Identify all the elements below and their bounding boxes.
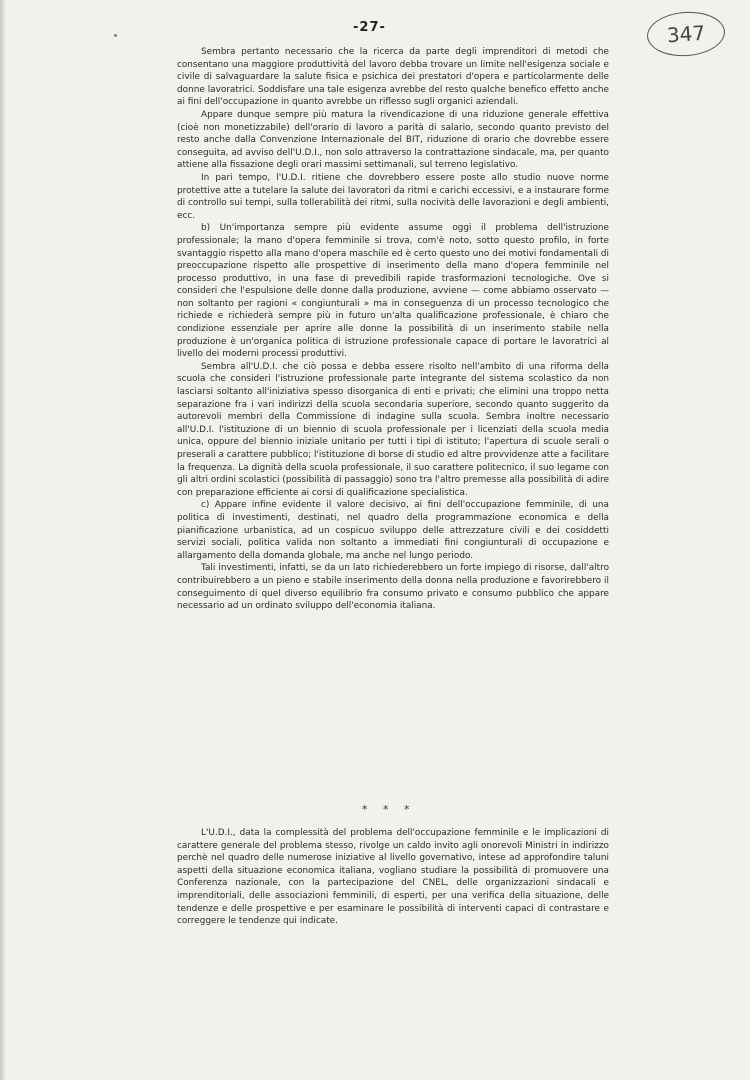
speck (114, 34, 117, 37)
section-separator: * * * (362, 803, 416, 816)
paragraph-5: Sembra all'U.D.I. che ciò possa e debba essere risolto nell'ambito di una riforma della scuola che consideri l'istruzione professionale parte integrante del sistema scolastico da non lasciarsi soltanto all'iniziativa spesso disorganica di enti e privati; che elimini una troppo netta separazione fra i vari indirizzi della scuola secondaria superiore, secondo quanto suggerito da autorevoli membri della Commissione di indagine sulla scuola. Sembra inoltre necessario all'U.D.I. l'istituzione di un biennio di scuola professionale per i licenziati della scuola media unica, oppure del biennio iniziale unitario per tutti i tipi di istituto; l'apertura di scuole serali o preserali a carattere pubblico; l'istituzione di borse di studio ed altre provvidenze atte a facilitare la frequenza. La dignità della scuola professionale, il suo carattere politecnico, il suo legame con gli altri ordini scolastici (possibilità di passaggio) sono tra l'altro premesse alla possibilità di adire con preparazione efficiente ai corsi di qualificazione specialistica. (177, 361, 609, 498)
paragraph-7: Tali investimenti, infatti, se da un lato richiederebbero un forte impiego di risorse, dall'altro contribuirebbero a un pieno e stabile inserimento della donna nella produzione e favorirebbero il conseguimento di quel diverso equilibrio fra consumo privato e consumo pubblico che appare necessario ad un ordinato sviluppo dell'economia italiana. (177, 563, 609, 612)
archive-number-stamp: 347 (646, 9, 727, 58)
paragraph-c: c) Appare infine evidente il valore decisivo, ai fini dell'occupazione femminile, di una politica di investimenti, destinati, nel quadro della programmazione economica e della pianificazione urbanistica, ad un cospicuo sviluppo delle attrezzature civili e dei cosiddetti servizi sociali, politica valida non soltanto a immediati fini congiunturali di occupazione e allargamento della domanda globale, ma anche nel lungo periodo. (177, 500, 609, 561)
paragraph-3: In pari tempo, l'U.D.I. ritiene che dovrebbero essere poste allo studio nuove norme protettive atte a tutelare la salute dei lavoratori da ritmi e carichi eccessivi, e a instaurare forme di controllo sui tempi, sulla tollerabilità dei ritmi, sulla nocività delle lavorazioni e degli ambienti, ecc. (177, 172, 609, 221)
paragraph-2: Appare dunque sempre più matura la rivendicazione di una riduzione generale effettiva (cioè non monetizzabile) dell'orario di lavoro a parità di salario, secondo quanto previsto del resto anche dalla Convenzione Internazionale del BIT, riduzione di orario che dovrebbe essere conseguita, ad avviso dell'U.D.I., non solo attraverso la contrattazione sindacale, ma, per quanto attiene alla fissazione degli orari massimi settimanali, sul terreno legislativo. (177, 109, 609, 171)
page-edge-shadow (0, 0, 6, 1080)
text-block-top (177, 46, 609, 613)
page-number: -27- (353, 20, 386, 35)
closing-paragraph: L'U.D.I., data la complessità del problema dell'occupazione femminile e le implicazioni di carattere generale del problema stesso, rivolge un caldo invito agli onorevoli Ministri in indirizzo perchè nel quadro delle numerose iniziative al livello governativo, intese ad approfondire taluni aspetti della situazione economica italiana, vogliano studiare la possibilità di promuovere una Conferenza nazionale, con la partecipazione del CNEL, delle organizzazioni sindacali e imprenditoriali, delle associazioni femminili, di esperti, per una verifica della situazione, delle tendenze e delle prospettive e per esaminare le possibilità di interventi capaci di contrastare e correggere le tendenze qui indicate. (177, 828, 609, 927)
text-block-closing (177, 827, 609, 928)
paragraph-b: b) Un'importanza sempre più evidente assume oggi il problema dell'istruzione professionale; la mano d'opera femminile si trova, com'è noto, sotto questo profilo, in forte svantaggio rispetto alla mano d'opera maschile ed è certo questo uno dei motivi fondamentali di preoccupazione rispetto alle prospettive di inserimento della mano d'opera femminile nel processo produttivo, in una fase di prevedibili rapide trasformazioni tecnologiche. Ove si consideri che l'espulsione delle donne dalla produzione, avviene — come abbiamo osservato — non soltanto per ragioni « congiunturali » ma in conseguenza di un processo tecnologico che richiede e richiederà sempre più in futuro un'alta qualificazione professionale, è chiaro che condizione essenziale per aprire alle donne la possibilità di un inserimento stabile nella produzione è un'organica politica di istruzione professionale capace di portare le lavoratrici al livello dei moderni processi produttivi. (177, 223, 609, 360)
paragraph-1: Sembra pertanto necessario che la ricerca da parte degli imprenditori di metodi che consentano una maggiore produttività del lavoro debba trovare un limite nell'esigenza sociale e civile di salvaguardare la salute fisica e psichica dei prestatori d'opera e particolarmente delle donne lavoratrici. Soddisfare una tale esigenza avrebbe del resto qualche benefico effetto anche ai fini dell'occupazione in quanto avrebbe un riflesso sugli organici aziendali. (177, 47, 609, 108)
